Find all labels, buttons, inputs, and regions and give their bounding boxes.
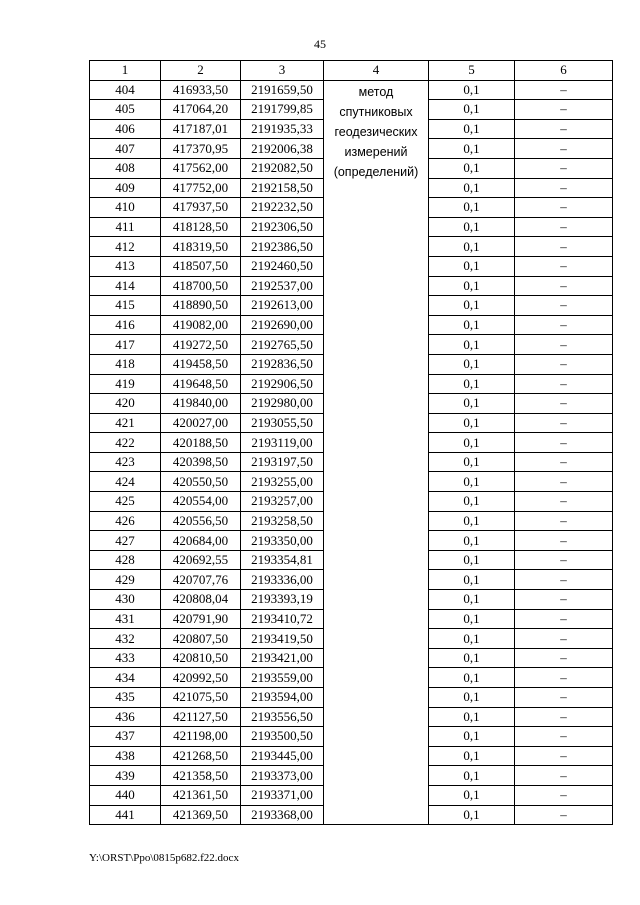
header-cell-2: 2 <box>161 61 241 81</box>
note-cell: – <box>515 276 613 296</box>
accuracy-cell: 0,1 <box>429 629 515 649</box>
accuracy-cell: 0,1 <box>429 766 515 786</box>
point-number-cell: 429 <box>90 570 161 590</box>
y-coordinate-cell: 2192690,00 <box>241 315 324 335</box>
note-cell: – <box>515 629 613 649</box>
header-row <box>90 61 613 81</box>
point-number-cell: 415 <box>90 296 161 316</box>
y-coordinate-cell: 2192980,00 <box>241 394 324 414</box>
file-path-footer: Y:\ORST\Ppo\0815p682.f22.docx <box>89 852 239 864</box>
y-coordinate-cell: 2193258,50 <box>241 511 324 531</box>
x-coordinate-cell: 421358,50 <box>161 766 241 786</box>
x-coordinate-cell: 417370,95 <box>161 139 241 159</box>
accuracy-cell: 0,1 <box>429 100 515 120</box>
x-coordinate-cell: 421369,50 <box>161 805 241 825</box>
point-number-cell: 404 <box>90 80 161 100</box>
accuracy-cell: 0,1 <box>429 237 515 257</box>
table-body <box>90 80 613 825</box>
note-cell: – <box>515 648 613 668</box>
note-cell: – <box>515 727 613 747</box>
note-cell: – <box>515 256 613 276</box>
x-coordinate-cell: 420188,50 <box>161 433 241 453</box>
accuracy-cell: 0,1 <box>429 296 515 316</box>
x-coordinate-cell: 417562,00 <box>161 158 241 178</box>
accuracy-cell: 0,1 <box>429 433 515 453</box>
point-number-cell: 441 <box>90 805 161 825</box>
x-coordinate-cell: 416933,50 <box>161 80 241 100</box>
x-coordinate-cell: 417937,50 <box>161 198 241 218</box>
point-number-cell: 440 <box>90 785 161 805</box>
x-coordinate-cell: 419840,00 <box>161 394 241 414</box>
y-coordinate-cell: 2192460,50 <box>241 256 324 276</box>
point-number-cell: 405 <box>90 100 161 120</box>
accuracy-cell: 0,1 <box>429 178 515 198</box>
accuracy-cell: 0,1 <box>429 531 515 551</box>
accuracy-cell: 0,1 <box>429 139 515 159</box>
accuracy-cell: 0,1 <box>429 550 515 570</box>
note-cell: – <box>515 766 613 786</box>
x-coordinate-cell: 420692,55 <box>161 550 241 570</box>
x-coordinate-cell: 420791,90 <box>161 609 241 629</box>
accuracy-cell: 0,1 <box>429 354 515 374</box>
header-cell-3: 3 <box>241 61 324 81</box>
method-cell: метод спутниковых геодезических измерений (определений) <box>324 80 429 825</box>
accuracy-cell: 0,1 <box>429 472 515 492</box>
point-number-cell: 422 <box>90 433 161 453</box>
point-number-cell: 406 <box>90 119 161 139</box>
x-coordinate-cell: 417064,20 <box>161 100 241 120</box>
point-number-cell: 432 <box>90 629 161 649</box>
x-coordinate-cell: 420810,50 <box>161 648 241 668</box>
point-number-cell: 438 <box>90 746 161 766</box>
note-cell: – <box>515 374 613 394</box>
point-number-cell: 417 <box>90 335 161 355</box>
accuracy-cell: 0,1 <box>429 119 515 139</box>
accuracy-cell: 0,1 <box>429 707 515 727</box>
y-coordinate-cell: 2192906,50 <box>241 374 324 394</box>
y-coordinate-cell: 2193393,19 <box>241 590 324 610</box>
y-coordinate-cell: 2192765,50 <box>241 335 324 355</box>
note-cell: – <box>515 158 613 178</box>
x-coordinate-cell: 420992,50 <box>161 668 241 688</box>
x-coordinate-cell: 421075,50 <box>161 688 241 708</box>
y-coordinate-cell: 2193419,50 <box>241 629 324 649</box>
accuracy-cell: 0,1 <box>429 688 515 708</box>
note-cell: – <box>515 139 613 159</box>
x-coordinate-cell: 417187,01 <box>161 119 241 139</box>
x-coordinate-cell: 419082,00 <box>161 315 241 335</box>
point-number-cell: 428 <box>90 550 161 570</box>
x-coordinate-cell: 417752,00 <box>161 178 241 198</box>
note-cell: – <box>515 394 613 414</box>
x-coordinate-cell: 421127,50 <box>161 707 241 727</box>
y-coordinate-cell: 2192082,50 <box>241 158 324 178</box>
y-coordinate-cell: 2193410,72 <box>241 609 324 629</box>
y-coordinate-cell: 2192006,38 <box>241 139 324 159</box>
y-coordinate-cell: 2193368,00 <box>241 805 324 825</box>
note-cell: – <box>515 178 613 198</box>
x-coordinate-cell: 420550,50 <box>161 472 241 492</box>
note-cell: – <box>515 805 613 825</box>
y-coordinate-cell: 2193559,00 <box>241 668 324 688</box>
header-cell-4: 4 <box>324 61 429 81</box>
accuracy-cell: 0,1 <box>429 727 515 747</box>
y-coordinate-cell: 2193594,00 <box>241 688 324 708</box>
note-cell: – <box>515 354 613 374</box>
accuracy-cell: 0,1 <box>429 590 515 610</box>
x-coordinate-cell: 420807,50 <box>161 629 241 649</box>
point-number-cell: 408 <box>90 158 161 178</box>
note-cell: – <box>515 590 613 610</box>
x-coordinate-cell: 418319,50 <box>161 237 241 257</box>
point-number-cell: 439 <box>90 766 161 786</box>
accuracy-cell: 0,1 <box>429 198 515 218</box>
accuracy-cell: 0,1 <box>429 394 515 414</box>
x-coordinate-cell: 421268,50 <box>161 746 241 766</box>
note-cell: – <box>515 472 613 492</box>
table-row <box>90 80 613 100</box>
y-coordinate-cell: 2193354,81 <box>241 550 324 570</box>
note-cell: – <box>515 100 613 120</box>
accuracy-cell: 0,1 <box>429 374 515 394</box>
point-number-cell: 410 <box>90 198 161 218</box>
coordinates-table <box>89 60 613 825</box>
accuracy-cell: 0,1 <box>429 158 515 178</box>
x-coordinate-cell: 420554,00 <box>161 492 241 512</box>
note-cell: – <box>515 335 613 355</box>
y-coordinate-cell: 2192306,50 <box>241 217 324 237</box>
point-number-cell: 436 <box>90 707 161 727</box>
accuracy-cell: 0,1 <box>429 668 515 688</box>
point-number-cell: 416 <box>90 315 161 335</box>
accuracy-cell: 0,1 <box>429 570 515 590</box>
accuracy-cell: 0,1 <box>429 217 515 237</box>
y-coordinate-cell: 2193445,00 <box>241 746 324 766</box>
x-coordinate-cell: 420027,00 <box>161 413 241 433</box>
accuracy-cell: 0,1 <box>429 746 515 766</box>
accuracy-cell: 0,1 <box>429 256 515 276</box>
point-number-cell: 420 <box>90 394 161 414</box>
y-coordinate-cell: 2193373,00 <box>241 766 324 786</box>
accuracy-cell: 0,1 <box>429 276 515 296</box>
accuracy-cell: 0,1 <box>429 492 515 512</box>
point-number-cell: 424 <box>90 472 161 492</box>
point-number-cell: 407 <box>90 139 161 159</box>
accuracy-cell: 0,1 <box>429 511 515 531</box>
header-cell-1: 1 <box>90 61 161 81</box>
x-coordinate-cell: 418890,50 <box>161 296 241 316</box>
note-cell: – <box>515 609 613 629</box>
point-number-cell: 435 <box>90 688 161 708</box>
y-coordinate-cell: 2193500,50 <box>241 727 324 747</box>
x-coordinate-cell: 420684,00 <box>161 531 241 551</box>
accuracy-cell: 0,1 <box>429 413 515 433</box>
y-coordinate-cell: 2192537,00 <box>241 276 324 296</box>
x-coordinate-cell: 420398,50 <box>161 452 241 472</box>
y-coordinate-cell: 2191799,85 <box>241 100 324 120</box>
note-cell: – <box>515 198 613 218</box>
point-number-cell: 425 <box>90 492 161 512</box>
accuracy-cell: 0,1 <box>429 805 515 825</box>
header-cell-5: 5 <box>429 61 515 81</box>
y-coordinate-cell: 2193371,00 <box>241 785 324 805</box>
note-cell: – <box>515 315 613 335</box>
point-number-cell: 414 <box>90 276 161 296</box>
x-coordinate-cell: 419272,50 <box>161 335 241 355</box>
x-coordinate-cell: 421361,50 <box>161 785 241 805</box>
accuracy-cell: 0,1 <box>429 335 515 355</box>
point-number-cell: 413 <box>90 256 161 276</box>
note-cell: – <box>515 433 613 453</box>
x-coordinate-cell: 421198,00 <box>161 727 241 747</box>
point-number-cell: 434 <box>90 668 161 688</box>
note-cell: – <box>515 785 613 805</box>
note-cell: – <box>515 492 613 512</box>
note-cell: – <box>515 531 613 551</box>
y-coordinate-cell: 2191659,50 <box>241 80 324 100</box>
point-number-cell: 433 <box>90 648 161 668</box>
accuracy-cell: 0,1 <box>429 315 515 335</box>
x-coordinate-cell: 420556,50 <box>161 511 241 531</box>
x-coordinate-cell: 418128,50 <box>161 217 241 237</box>
y-coordinate-cell: 2193257,00 <box>241 492 324 512</box>
y-coordinate-cell: 2192613,00 <box>241 296 324 316</box>
accuracy-cell: 0,1 <box>429 452 515 472</box>
note-cell: – <box>515 511 613 531</box>
y-coordinate-cell: 2192232,50 <box>241 198 324 218</box>
point-number-cell: 412 <box>90 237 161 257</box>
note-cell: – <box>515 570 613 590</box>
point-number-cell: 437 <box>90 727 161 747</box>
point-number-cell: 411 <box>90 217 161 237</box>
y-coordinate-cell: 2191935,33 <box>241 119 324 139</box>
point-number-cell: 427 <box>90 531 161 551</box>
note-cell: – <box>515 746 613 766</box>
x-coordinate-cell: 420707,76 <box>161 570 241 590</box>
header-cell-6: 6 <box>515 61 613 81</box>
y-coordinate-cell: 2193556,50 <box>241 707 324 727</box>
accuracy-cell: 0,1 <box>429 648 515 668</box>
point-number-cell: 419 <box>90 374 161 394</box>
note-cell: – <box>515 413 613 433</box>
page-number: 45 <box>314 37 326 51</box>
note-cell: – <box>515 119 613 139</box>
note-cell: – <box>515 452 613 472</box>
note-cell: – <box>515 688 613 708</box>
y-coordinate-cell: 2193336,00 <box>241 570 324 590</box>
accuracy-cell: 0,1 <box>429 609 515 629</box>
point-number-cell: 426 <box>90 511 161 531</box>
note-cell: – <box>515 668 613 688</box>
note-cell: – <box>515 296 613 316</box>
y-coordinate-cell: 2193197,50 <box>241 452 324 472</box>
y-coordinate-cell: 2193421,00 <box>241 648 324 668</box>
y-coordinate-cell: 2192158,50 <box>241 178 324 198</box>
y-coordinate-cell: 2193350,00 <box>241 531 324 551</box>
point-number-cell: 409 <box>90 178 161 198</box>
point-number-cell: 421 <box>90 413 161 433</box>
note-cell: – <box>515 550 613 570</box>
x-coordinate-cell: 419648,50 <box>161 374 241 394</box>
point-number-cell: 418 <box>90 354 161 374</box>
note-cell: – <box>515 217 613 237</box>
x-coordinate-cell: 418700,50 <box>161 276 241 296</box>
y-coordinate-cell: 2192386,50 <box>241 237 324 257</box>
point-number-cell: 431 <box>90 609 161 629</box>
point-number-cell: 430 <box>90 590 161 610</box>
x-coordinate-cell: 419458,50 <box>161 354 241 374</box>
table-header <box>90 61 613 81</box>
y-coordinate-cell: 2193255,00 <box>241 472 324 492</box>
accuracy-cell: 0,1 <box>429 785 515 805</box>
note-cell: – <box>515 237 613 257</box>
note-cell: – <box>515 707 613 727</box>
x-coordinate-cell: 420808,04 <box>161 590 241 610</box>
point-number-cell: 423 <box>90 452 161 472</box>
y-coordinate-cell: 2192836,50 <box>241 354 324 374</box>
accuracy-cell: 0,1 <box>429 80 515 100</box>
note-cell: – <box>515 80 613 100</box>
x-coordinate-cell: 418507,50 <box>161 256 241 276</box>
y-coordinate-cell: 2193119,00 <box>241 433 324 453</box>
y-coordinate-cell: 2193055,50 <box>241 413 324 433</box>
